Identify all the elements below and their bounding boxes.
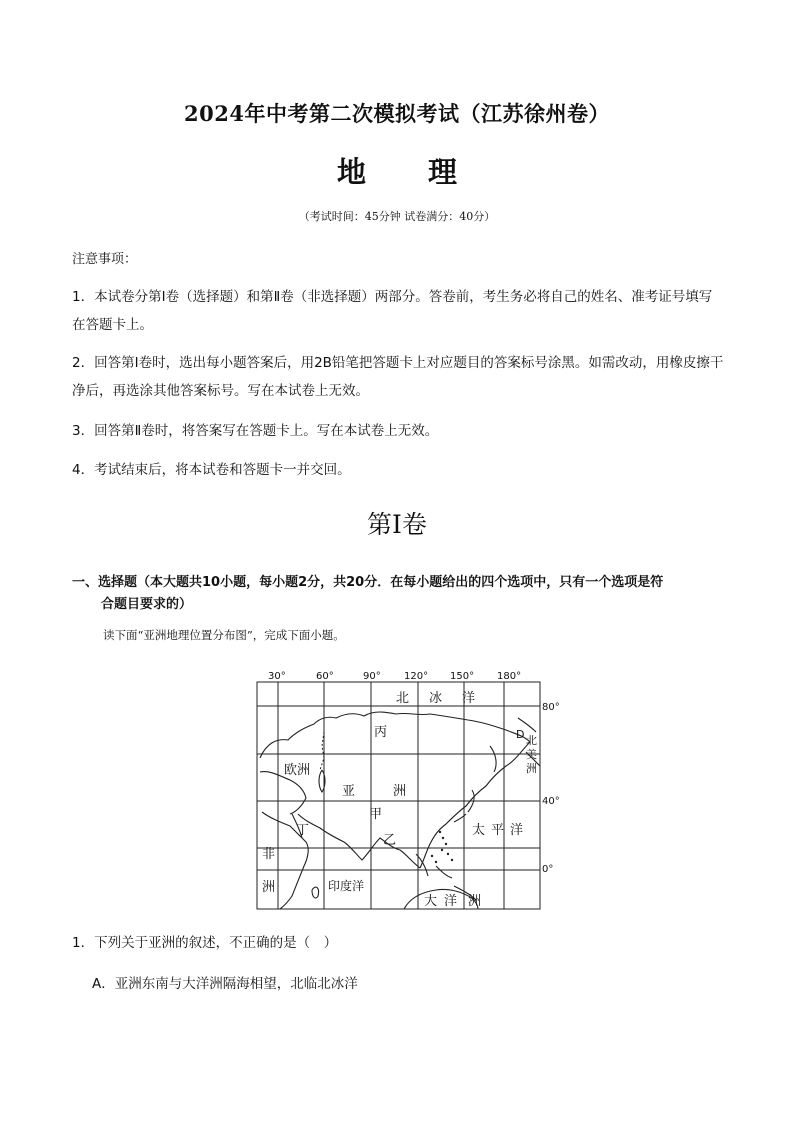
note-item-2: 2．回答第Ⅰ卷时，选出每小题答案后，用2B铅笔把答题卡上对应题目的答案标号涂黑。如需改动，用橡皮擦干净后，再选涂其他答案标号。写在本试卷上无效。 bbox=[72, 355, 724, 399]
label-arctic-yang: 洋 bbox=[462, 691, 476, 706]
label-africa-fei: 非 bbox=[262, 847, 276, 862]
lon-label-120: 120° bbox=[404, 671, 429, 682]
exam-title: 2024年中考第二次模拟考试（江苏徐州卷） bbox=[184, 101, 610, 126]
lat-label-0: 0° bbox=[542, 864, 554, 875]
ural-boundary bbox=[320, 716, 324, 770]
label-bing: 丙 bbox=[374, 725, 388, 740]
lon-label-60: 60° bbox=[316, 671, 334, 682]
label-na-bei: 北 bbox=[526, 734, 537, 747]
label-africa-zhou: 洲 bbox=[262, 880, 276, 895]
label-asia-zhou: 洲 bbox=[393, 784, 407, 799]
asia-map-figure bbox=[240, 662, 560, 914]
label-ding: 丁 bbox=[296, 823, 310, 838]
question-1-option-a: A．亚洲东南与大洋洲隔海相望，北临北冰洋 bbox=[92, 976, 358, 992]
label-arctic-bing: 冰 bbox=[429, 691, 443, 706]
lat-label-80: 80° bbox=[542, 702, 560, 713]
note-item-1: 1．本试卷分第Ⅰ卷（选择题）和第Ⅱ卷（非选择题）两部分。答卷前，考生务必将自己的姓名、准考证号填写在答题卡上。 bbox=[72, 289, 713, 333]
island-dots bbox=[431, 831, 453, 863]
east-asia-coast bbox=[420, 742, 530, 868]
label-pacific-ping: 平 bbox=[491, 823, 505, 838]
lon-label-150: 150° bbox=[450, 671, 475, 682]
label-na-zhou: 洲 bbox=[526, 762, 537, 775]
map-intro: 读下面“亚洲地理位置分布图”，完成下面小题。 bbox=[103, 628, 345, 642]
note-item-3: 3．回答第Ⅱ卷时，将答案写在答题卡上。写在本试卷上无效。 bbox=[72, 423, 439, 439]
question-1-stem: 1．下列关于亚洲的叙述，不正确的是（ ） bbox=[72, 935, 338, 951]
volume-title: 第Ⅰ卷 bbox=[367, 510, 427, 539]
madagascar bbox=[312, 887, 319, 898]
label-asia-ya: 亚 bbox=[342, 784, 356, 799]
australia-coast bbox=[404, 889, 478, 909]
lon-label-180: 180° bbox=[497, 671, 522, 682]
label-jia: 甲 bbox=[369, 807, 383, 822]
section-heading-line2: 合题目要求的） bbox=[101, 597, 193, 612]
label-europe: 欧洲 bbox=[284, 763, 311, 778]
label-na-mei: 美 bbox=[526, 748, 537, 761]
subject-title: 地 理 bbox=[336, 155, 484, 189]
south-asia-coast bbox=[298, 814, 420, 868]
europe-asia-northern-coast bbox=[260, 712, 530, 758]
kamchatka bbox=[490, 746, 496, 772]
exam-info: （考试时间：45分钟 试卷满分：40分） bbox=[298, 210, 496, 223]
lon-label-30: 30° bbox=[268, 671, 286, 682]
section-heading bbox=[72, 572, 727, 616]
note-item-4: 4．考试结束后，将本试卷和答题卡一并交回。 bbox=[72, 462, 351, 478]
label-yi: 乙 bbox=[383, 833, 397, 848]
label-indian-ocean: 印度洋 bbox=[328, 879, 365, 893]
label-pacific-yang: 洋 bbox=[510, 823, 524, 838]
label-oceania-yang: 洋 bbox=[444, 894, 458, 909]
lat-label-40: 40° bbox=[542, 796, 560, 807]
label-d: D bbox=[516, 728, 525, 741]
label-pacific-tai: 太 bbox=[472, 823, 486, 838]
label-oceania-da: 大 bbox=[424, 894, 438, 909]
lon-label-90: 90° bbox=[363, 671, 381, 682]
label-arctic-bei: 北 bbox=[396, 691, 410, 706]
section-heading-line1: 一、选择题（本大题共10小题，每小题2分，共20分．在每小题给出的四个选项中，只有一个选项是符 bbox=[72, 575, 664, 590]
coastlines bbox=[260, 712, 540, 909]
notes-heading: 注意事项： bbox=[72, 252, 138, 267]
label-oceania-zhou: 洲 bbox=[468, 894, 482, 909]
